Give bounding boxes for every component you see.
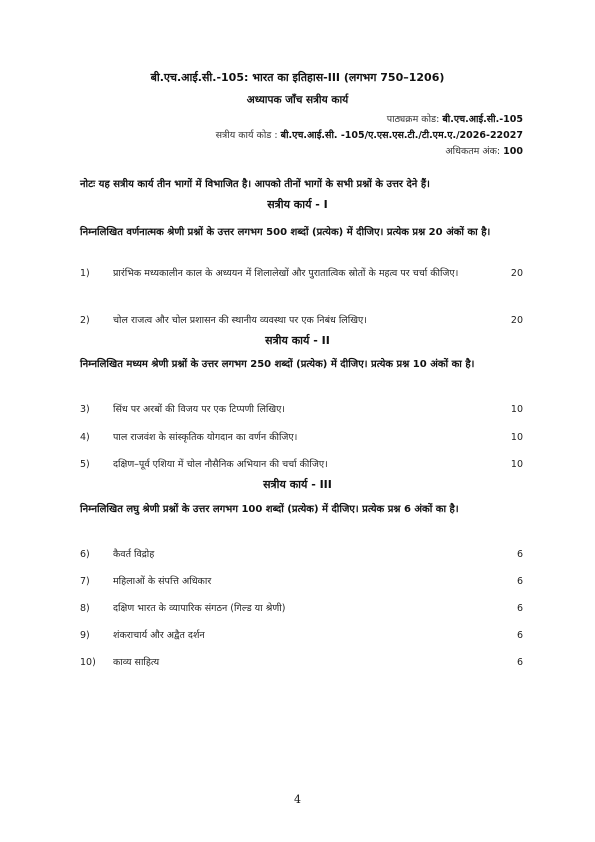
question-text: दक्षिण भारत के व्यापारिक संगठन (गिल्ड या श्रेणी) — [113, 603, 286, 614]
question-item — [80, 311, 523, 330]
document-subtitle: अध्यापक जाँच सत्रीय कार्य — [246, 94, 349, 106]
question-marks: 6 — [516, 657, 523, 668]
question-number: 7) — [80, 576, 90, 587]
question-marks: 6 — [516, 576, 523, 587]
question-number: 4) — [80, 432, 90, 443]
question-text: पाल राजवंश के सांस्कृतिक योगदान का वर्णन कीजिए। — [113, 432, 298, 443]
course-code-label: पाठ्यक्रम कोड: — [386, 114, 440, 125]
question-text: शंकराचार्य और अद्वैत दर्शन — [113, 630, 205, 641]
question-text: दक्षिण–पूर्व एशिया में चोल नौसैनिक अभियान की चर्चा कीजिए। — [113, 459, 328, 470]
max-marks-line — [216, 144, 523, 160]
question-number: 6) — [80, 549, 90, 560]
question-marks: 6 — [516, 549, 523, 560]
question-marks: 20 — [510, 268, 523, 279]
section-heading-1: सत्रीय कार्य - I — [267, 198, 328, 211]
question-number: 2) — [80, 315, 90, 326]
question-number: 8) — [80, 603, 90, 614]
document-title: बी.एच.आई.सी.-105: भारत का इतिहास-III (लगभग 750–1206) — [150, 71, 445, 84]
assignment-code-line — [216, 128, 523, 144]
assignment-meta — [216, 112, 523, 160]
section-heading-2: सत्रीय कार्य - II — [265, 334, 330, 347]
question-text: सिंध पर अरबों की विजय पर एक टिप्पणी लिखिए। — [113, 404, 285, 415]
question-number: 3) — [80, 404, 90, 415]
section-heading-3: सत्रीय कार्य - III — [263, 478, 332, 491]
question-number: 5) — [80, 459, 90, 470]
question-marks: 6 — [516, 630, 523, 641]
question-text: महिलाओं के संपत्ति अधिकार — [113, 576, 212, 587]
question-item — [80, 653, 523, 672]
section-instruction-3: निम्नलिखित लघु श्रेणी प्रश्नों के उत्तर लगभग 100 शब्दों (प्रत्येक) में दीजिए। प्रत्येक प्रश्न 6 अंकों का है। — [80, 504, 459, 515]
max-marks: 100 — [503, 146, 523, 157]
question-marks: 10 — [510, 459, 523, 470]
question-item — [80, 545, 523, 564]
question-item — [80, 264, 523, 283]
question-marks: 20 — [510, 315, 523, 326]
course-code: बी.एच.आई.सी.-105 — [442, 114, 523, 125]
question-text: प्रारंभिक मध्यकालीन काल के अध्ययन में शिलालेखों और पुरातात्विक स्रोतों के महत्व पर चर्चा कीजिए। — [113, 268, 459, 279]
question-text: काव्य साहित्य — [113, 657, 160, 668]
assignment-code-label: सत्रीय कार्य कोड : — [215, 130, 278, 141]
question-number: 1) — [80, 268, 90, 279]
question-text: चोल राजत्व और चोल प्रशासन की स्थानीय व्यवस्था पर एक निबंध लिखिए। — [113, 315, 367, 326]
question-item — [80, 572, 523, 591]
question-item — [80, 626, 523, 645]
question-marks: 10 — [510, 404, 523, 415]
question-number: 10) — [80, 657, 96, 668]
question-marks: 6 — [516, 603, 523, 614]
section-instruction-2: निम्नलिखित मध्यम श्रेणी प्रश्नों के उत्तर लगभग 250 शब्दों (प्रत्येक) में दीजिए। प्रत्येक प्रश्न 10 अंकों का है। — [80, 359, 475, 370]
question-text: कैवर्त विद्रोह — [113, 549, 155, 560]
section-instruction-1: निम्नलिखित वर्णनात्मक श्रेणी प्रश्नों के उत्तर लगभग 500 शब्दों (प्रत्येक) में दीजिए। प्रत्येक प्रश्न 20 अंकों का है। — [80, 227, 491, 238]
max-marks-label: अधिकतम अंक: — [445, 146, 501, 157]
question-marks: 10 — [510, 432, 523, 443]
course-code-line — [216, 112, 523, 128]
question-item — [80, 428, 523, 447]
question-item — [80, 400, 523, 419]
page-number: 4 — [294, 793, 301, 806]
question-item — [80, 599, 523, 618]
assignment-code: बी.एच.आई.सी. -105/ए.एस.एस.टी./टी.एम.ए./2026-22027 — [280, 130, 523, 141]
note: नोटः यह सत्रीय कार्य तीन भागों में विभाजित है। आपको तीनों भागों के सभी प्रश्नों के उत्तर देने हैं। — [80, 179, 430, 190]
question-item — [80, 455, 523, 474]
question-number: 9) — [80, 630, 90, 641]
